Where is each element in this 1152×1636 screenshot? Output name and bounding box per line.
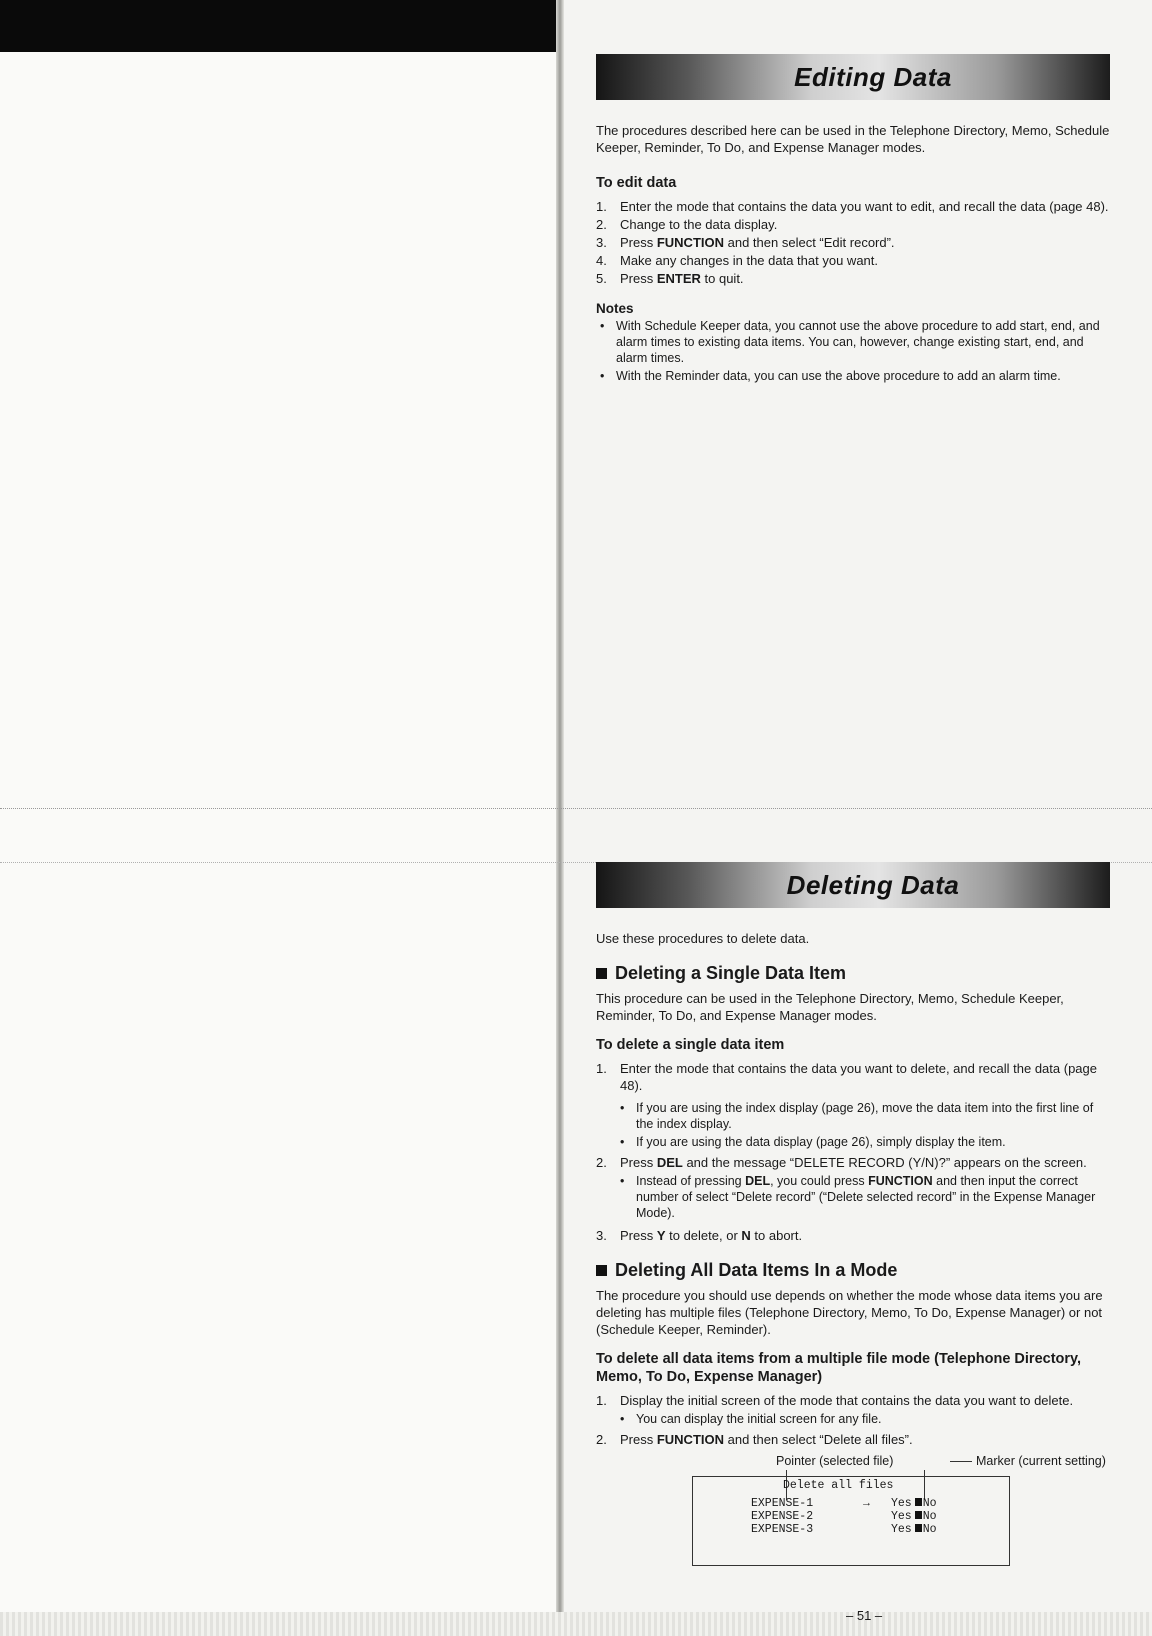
deleting-title: Deleting Data (786, 869, 960, 900)
lcd-title: Delete all files (783, 1479, 894, 1492)
edit-step: 5. Press ENTER to quit. (596, 271, 744, 286)
notes-heading: Notes (596, 301, 634, 316)
scan-bottom-edge (0, 1612, 1152, 1636)
edit-notes (596, 301, 1110, 384)
square-bullet-icon (596, 968, 607, 979)
fold-line (0, 808, 1152, 810)
editing-section (596, 54, 1110, 388)
all-heading: Deleting All Data Items In a Mode (596, 1260, 1110, 1281)
note-item: • With the Reminder data, you can use the above procedure to add an alarm time. (600, 369, 1061, 383)
single-subhead: To delete a single data item (596, 1037, 785, 1053)
lcd-option-row: Yes No (891, 1497, 937, 1510)
edit-step: 1. Enter the mode that contains the data you want to edit, and recall the data (page 48). (596, 199, 1109, 214)
marker-label: Marker (current setting) (950, 1454, 1106, 1468)
bullet-icon: • (600, 319, 605, 333)
note-item: • With Schedule Keeper data, you cannot use the above procedure to add start, end, and alarm times to existing data items. You can, however, change existing start, end, and alarm times. (600, 319, 1100, 365)
page-spine (556, 0, 564, 1636)
all-steps (596, 1431, 1110, 1448)
single-steps (596, 1060, 1110, 1094)
edit-step: 4. Make any changes in the data that you want. (596, 253, 879, 268)
single-step: 2. Press DEL and the message “DELETE RECORD (Y/N)?” appears on the screen. (596, 1155, 1087, 1170)
key-function: FUNCTION (656, 1432, 725, 1447)
all-step1-bullets (620, 1411, 1110, 1427)
lcd-figure (596, 1454, 1110, 1584)
bullet-item: • If you are using the index display (page 26), move the data item into the first line of the index display. (620, 1101, 1094, 1131)
single-heading: Deleting a Single Data Item (596, 963, 1110, 984)
lcd-options (891, 1497, 937, 1536)
bullet-item: • If you are using the data display (page 26), simply display the item. (620, 1135, 1006, 1149)
editing-intro: The procedures described here can be used in the Telephone Directory, Memo, Schedule Keeper, Reminder, To Do, and Expense Manager modes. (596, 123, 1110, 155)
bullet-icon: • (620, 1412, 625, 1426)
marker-icon (915, 1524, 922, 1532)
all-subhead: To delete all data items from a multiple file mode (Telephone Directory, Memo, To Do, Expense Manager) (596, 1351, 1082, 1385)
single-step: 1. Enter the mode that contains the data you want to delete, and recall the data (page 48). (596, 1061, 1097, 1093)
all-step: 2. Press FUNCTION and then select “Delete all files”. (596, 1432, 913, 1447)
lcd-file-list (751, 1497, 813, 1536)
bullet-icon: • (620, 1101, 625, 1115)
lcd-file: EXPENSE-2 (751, 1510, 814, 1523)
lcd-file: EXPENSE-1 (751, 1497, 814, 1510)
key-del: DEL (656, 1155, 683, 1170)
single-step2-bullets (620, 1173, 1110, 1221)
lcd-screen (692, 1476, 1010, 1566)
deleting-intro: Use these procedures to delete data. (596, 931, 810, 946)
deleting-section (596, 862, 1110, 1584)
all-step: 1. Display the initial screen of the mode that contains the data you want to delete. (596, 1393, 1074, 1408)
marker-icon (915, 1511, 922, 1519)
key-function: FUNCTION (656, 235, 725, 250)
editing-title: Editing Data (794, 61, 952, 92)
edit-steps (596, 198, 1110, 287)
bullet-icon: • (600, 369, 605, 383)
scan-dark-edge (0, 0, 560, 52)
all-desc: The procedure you should use depends on whether the mode whose data items you are deleting has multiple files (Telephone Directory, Memo, To Do, Expense Manager) or not (Schedule Keeper, Reminder). (596, 1288, 1103, 1337)
edit-step: 2. Change to the data display. (596, 217, 778, 232)
key-enter: ENTER (656, 271, 701, 286)
bullet-item: • Instead of pressing DEL, you could press FUNCTION and then input the correct number of select “Delete record” (“Delete selected record” in the Expense Manager Mode). (620, 1174, 1096, 1220)
lcd-option-row: Yes No (891, 1523, 937, 1536)
all-steps (596, 1392, 1110, 1409)
pointer-arrow-icon: → (863, 1497, 870, 1510)
marker-icon (915, 1498, 922, 1506)
editing-banner (596, 54, 1110, 100)
bullet-item: • You can display the initial screen for any file. (620, 1412, 882, 1426)
key-n: N (741, 1228, 751, 1243)
deleting-banner (596, 862, 1110, 908)
edit-step: 3. Press FUNCTION and then select “Edit record”. (596, 235, 895, 250)
bullet-icon: • (620, 1174, 625, 1188)
square-bullet-icon (596, 1265, 607, 1276)
pointer-label: Pointer (selected file) (776, 1454, 894, 1468)
lcd-file: EXPENSE-3 (751, 1523, 814, 1536)
single-step: 3. Press Y to delete, or N to abort. (596, 1228, 803, 1243)
single-steps (596, 1154, 1110, 1171)
page-number: – 51 – (846, 1608, 883, 1623)
edit-subhead: To edit data (596, 175, 677, 191)
single-step1-bullets (620, 1100, 1110, 1150)
single-desc: This procedure can be used in the Telephone Directory, Memo, Schedule Keeper, Reminder, To Do, and Expense Manager modes. (596, 991, 1064, 1023)
key-y: Y (656, 1228, 666, 1243)
blank-left-page (0, 52, 560, 1636)
single-steps (596, 1227, 1110, 1244)
lcd-option-row: Yes No (891, 1510, 937, 1523)
bullet-icon: • (620, 1135, 625, 1149)
